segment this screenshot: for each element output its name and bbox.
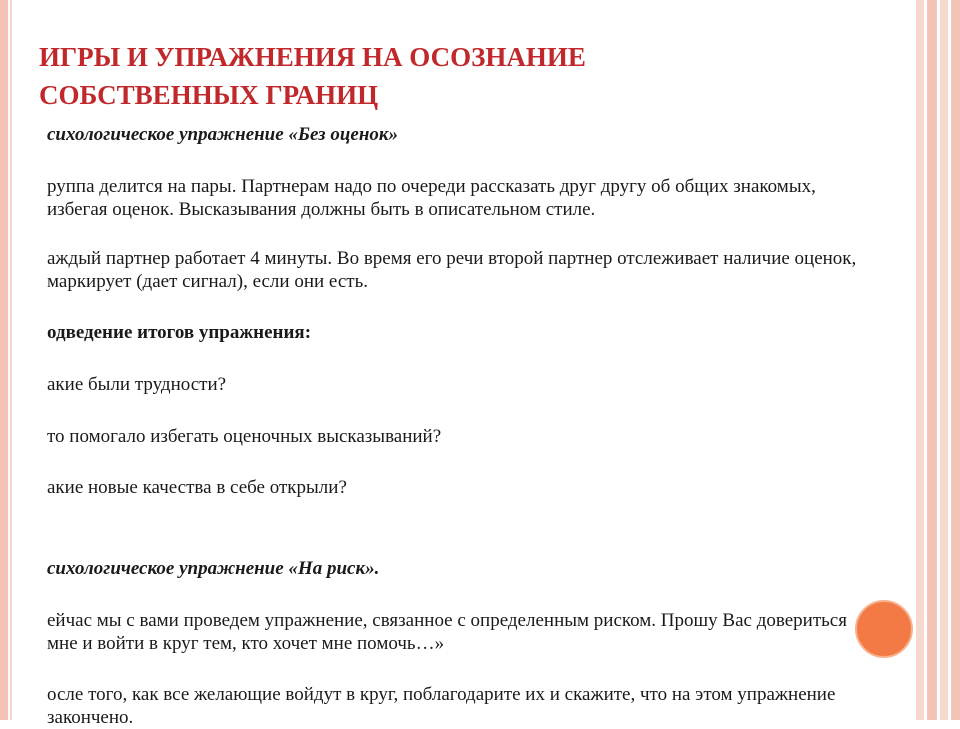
paragraph-partner-works: аждый партнер работает 4 минуты. Во время его речи второй партнер отслеживает наличие оценок, маркирует (дает сигнал), если они есть. <box>47 248 857 292</box>
question-what-helped: то помогало избегать оценочных высказываний? <box>47 426 442 447</box>
left-border-line <box>10 0 12 720</box>
stripe-1 <box>916 0 924 720</box>
stripe-4 <box>951 0 960 720</box>
title-line-2: СОБСТВЕННЫХ ГРАНИЦ <box>39 80 379 110</box>
title-line-1: ИГРЫ И УПРАЖНЕНИЯ НА ОСОЗНАНИЕ <box>39 42 586 72</box>
question-new-qualities: акие новые качества в себе открыли? <box>47 477 347 498</box>
left-border-strip <box>0 0 8 720</box>
stripe-3 <box>940 0 948 720</box>
decorative-orange-circle <box>855 600 913 658</box>
exercise-heading-2: сихологическое упражнение «На риск». <box>47 558 380 579</box>
paragraph-after-circle: осле того, как все желающие войдут в круг, поблагодарите их и скажите, что на этом упражнение закончено. <box>47 684 836 728</box>
right-decorative-stripes <box>916 0 960 720</box>
paragraph-risk-intro: ейчас мы с вами проведем упражнение, связанное с определенным риском. Прошу Вас довериться мне и войти в круг тем, кто хочет мне помочь…» <box>47 610 847 654</box>
paragraph-group-pairs: руппа делится на пары. Партнерам надо по очереди рассказать друг другу об общих знакомых, избегая оценок. Высказывания должны быть в описательном стиле. <box>47 176 816 220</box>
exercise-heading-1: сихологическое упражнение «Без оценок» <box>47 124 399 145</box>
slide-title <box>39 38 859 114</box>
summary-heading: одведение итогов упражнения: <box>47 322 312 343</box>
stripe-2 <box>927 0 937 720</box>
question-difficulties: акие были трудности? <box>47 374 227 395</box>
